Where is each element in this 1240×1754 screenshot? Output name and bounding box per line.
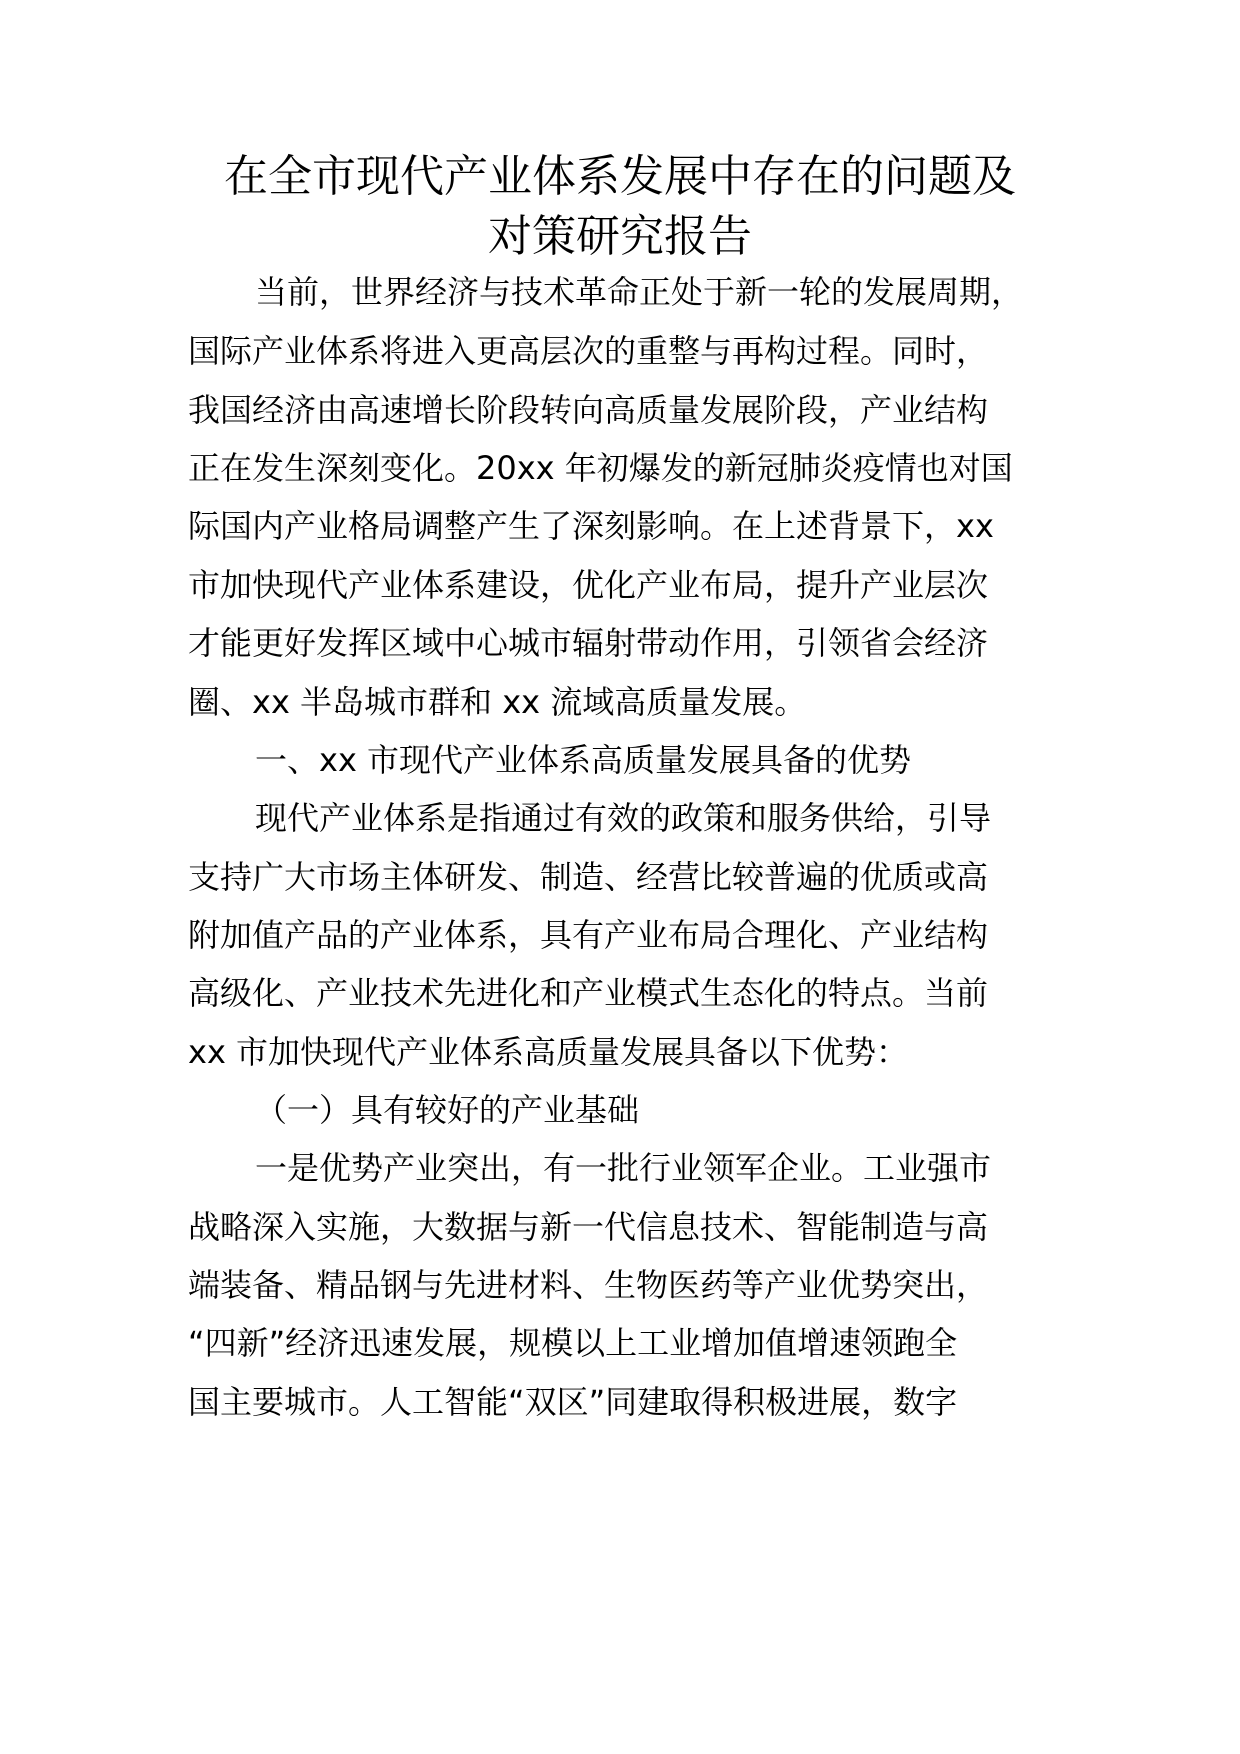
paragraph-1-line-7: 才能更好发挥区域中心城市辐射带动作用，引领省会经济 [188,624,989,662]
paragraph-1-line-2: 国际产业体系将进入更高层次的重整与再构过程。同时， [188,332,989,370]
paragraph-1-line-6: 市加快现代产业体系建设，优化产业布局，提升产业层次 [188,566,989,604]
paragraph-1-line-4: 正在发生深刻变化。20xx 年初爆发的新冠肺炎疫情也对国 [188,449,1013,487]
paragraph-3-line-4: “四新”经济迅速发展，规模以上工业增加值增速领跑全 [188,1324,958,1362]
paragraph-1-line-1: 当前，世界经济与技术革命正处于新一轮的发展周期， [255,273,1024,311]
subsection-heading-1: （一）具有较好的产业基础 [255,1091,640,1129]
paragraph-2-line-4: 高级化、产业技术先进化和产业模式生态化的特点。当前 [188,974,989,1012]
paragraph-3-line-3: 端装备、精品钢与先进材料、生物医药等产业优势突出， [188,1266,989,1304]
document-title-line-2: 对策研究报告 [488,211,752,262]
paragraph-2-line-5: xx 市加快现代产业体系高质量发展具备以下优势： [188,1033,909,1071]
paragraph-2-line-3: 附加值产品的产业体系，具有产业布局合理化、产业结构 [188,916,989,954]
paragraph-3-line-2: 战略深入实施，大数据与新一代信息技术、智能制造与高 [188,1208,989,1246]
paragraph-2-line-2: 支持广大市场主体研发、制造、经营比较普遍的优质或高 [188,858,989,896]
paragraph-1-line-5: 际国内产业格局调整产生了深刻影响。在上述背景下，xx [188,507,994,545]
paragraph-3-line-5: 国主要城市。人工智能“双区”同建取得积极进展，数字 [188,1383,958,1421]
paragraph-2-line-1: 现代产业体系是指通过有效的政策和服务供给，引导 [255,799,992,837]
paragraph-1-line-8: 圈、xx 半岛城市群和 xx 流域高质量发展。 [188,683,807,721]
paragraph-1-line-3: 我国经济由高速增长阶段转向高质量发展阶段，产业结构 [188,391,989,429]
section-heading-1: 一、xx 市现代产业体系高质量发展具备的优势 [255,741,912,779]
paragraph-3-line-1: 一是优势产业突出，有一批行业领军企业。工业强市 [255,1149,992,1187]
document-title-line-1: 在全市现代产业体系发展中存在的问题及 [224,151,1016,202]
